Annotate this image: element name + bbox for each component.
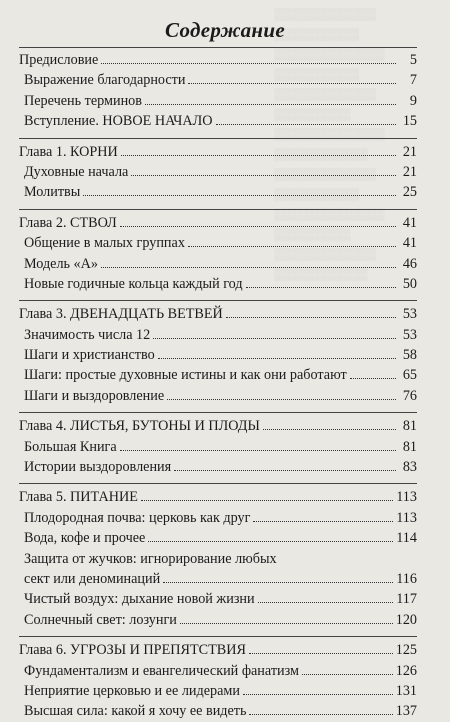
dot-leader: [163, 569, 393, 583]
toc-entry: [19, 508, 417, 528]
section-divider: [19, 412, 417, 413]
toc-entry-page-number: 137: [395, 703, 417, 720]
toc-entry-label: Большая Книга: [24, 438, 117, 455]
toc-entry-heading: [19, 304, 417, 324]
toc-entry-label: Вода, кофе и прочее: [24, 530, 146, 547]
toc-entry-page-number: 53: [402, 306, 417, 323]
dot-leader: [120, 213, 396, 227]
dot-leader: [101, 254, 396, 268]
toc-entry-label: Духовные начала: [24, 163, 129, 180]
toc-entry: [19, 111, 417, 131]
toc-entry-page-number: 58: [402, 347, 417, 364]
toc-entry-label: Молитвы: [24, 184, 81, 201]
toc-entry-label: Перечень терминов: [24, 92, 142, 109]
toc-entry-page-number: 113: [396, 489, 417, 506]
toc-entry-page-number: 53: [402, 326, 417, 343]
dot-leader: [153, 325, 396, 339]
dot-leader: [101, 50, 396, 64]
toc-entry-label: Вступление. НОВОЕ НАЧАЛО: [24, 113, 213, 130]
toc-entry-label: Глава 2. СТВОЛ: [19, 214, 117, 231]
toc-entry-label: Значимость числа 12: [24, 326, 151, 343]
toc-entry-page-number: 21: [402, 163, 417, 180]
toc-entry-label: Новые годичные кольца каждый год: [24, 275, 243, 292]
dot-leader: [263, 416, 396, 430]
toc-entry-heading: [19, 142, 417, 162]
dot-leader: [167, 386, 396, 400]
toc-entry-label: Глава 1. КОРНИ: [19, 143, 118, 160]
dot-leader: [216, 111, 397, 125]
toc-entry-label: Глава 4. ЛИСТЬЯ, БУТОНЫ И ПЛОДЫ: [19, 418, 260, 435]
toc-entry-page-number: 83: [402, 459, 417, 476]
dot-leader: [258, 589, 394, 603]
dot-leader: [249, 640, 393, 654]
toc-entry-label: сект или деноминаций: [24, 570, 161, 587]
dot-leader: [158, 345, 396, 359]
toc-entry-heading: [19, 416, 417, 436]
toc-entry: [19, 457, 417, 477]
toc-entry: [19, 610, 417, 630]
dot-leader: [141, 487, 393, 501]
toc-entry-label: Защита от жучков: игнорирование любых: [24, 550, 277, 567]
toc-entry-label: Шаги и христианство: [24, 347, 155, 364]
toc-entry: [19, 325, 417, 345]
toc-entry-label: Модель «А»: [24, 255, 98, 272]
toc-entry: [19, 365, 417, 385]
toc-entry-page-number: 126: [395, 662, 417, 679]
toc-entry: [19, 70, 417, 90]
dot-leader: [226, 304, 396, 318]
dot-leader: [131, 162, 396, 176]
toc-entry-page-number: 125: [395, 642, 417, 659]
toc-entry: [19, 162, 417, 182]
toc-entry-page-number: 65: [402, 367, 417, 384]
dot-leader: [280, 550, 396, 563]
toc-entry-page-number: 113: [396, 509, 417, 526]
dot-leader: [120, 437, 396, 451]
toc-entry-label: Шаги: простые духовные истины и как они работают: [24, 367, 347, 384]
toc-entry-label: Неприятие церковью и ее лидерами: [24, 682, 240, 699]
toc-entry-label: Высшая сила: какой я хочу ее видеть: [24, 703, 247, 720]
toc-entry: [19, 345, 417, 365]
toc-entry: [19, 549, 417, 569]
toc-entry-page-number: 7: [409, 72, 417, 89]
toc-entry-label: Чистый воздух: дыхание новой жизни: [24, 591, 255, 608]
page-title: Содержание: [165, 18, 285, 42]
toc-entry-page-number: 46: [402, 255, 417, 272]
dot-leader: [302, 661, 393, 675]
toc-entry-page-number: 25: [402, 184, 417, 201]
toc-entry-page-number: 81: [402, 438, 417, 455]
toc-entry: [19, 701, 417, 721]
toc-entry-label: Плодородная почва: церковь как друг: [24, 509, 251, 526]
toc-entry-page-number: 81: [402, 418, 417, 435]
toc-entry-page-number: 117: [396, 591, 417, 608]
toc-entry-page-number: 21: [402, 143, 417, 160]
section-divider: [19, 138, 417, 139]
dot-leader: [249, 701, 392, 715]
toc-entry: [19, 569, 417, 589]
toc-entry-page-number: 41: [402, 235, 417, 252]
dot-leader: [350, 365, 396, 379]
dot-leader: [174, 457, 396, 471]
toc-entry-page-number: 5: [409, 52, 417, 68]
toc-entry-page-number: 50: [402, 275, 417, 292]
toc-entry-label: Предисловие: [19, 52, 99, 68]
toc-entry-page-number: 116: [396, 570, 417, 587]
toc-entry-label: Выражение благодарности: [24, 72, 186, 89]
toc-entry: [19, 589, 417, 609]
toc-entry-label: Общение в малых группах: [24, 235, 185, 252]
dot-leader: [145, 91, 396, 105]
toc-entry-label: Солнечный свет: лозунги: [24, 611, 177, 628]
toc-entry: [19, 254, 417, 274]
dot-leader: [188, 233, 396, 247]
toc-entry-label: Глава 5. ПИТАНИЕ: [19, 489, 138, 506]
toc-entry-page-number: 41: [402, 214, 417, 231]
toc-entry-page-number: 15: [402, 113, 417, 130]
toc-entry: [19, 91, 417, 111]
toc-entry: [19, 661, 417, 681]
toc-entry: [19, 233, 417, 253]
toc-entry-heading: [19, 213, 417, 233]
dot-leader: [188, 70, 396, 84]
dot-leader: [246, 274, 396, 288]
toc-entry-heading: [19, 50, 417, 70]
toc-entry: [19, 437, 417, 457]
bleed-through-text: ▒▒▒▒▒▒▒▒▒▒▒▒ ▒▒▒▒▒▒▒▒▒▒ ▒▒▒▒▒▒▒▒▒▒▒▒▒ ▒▒▒▒▒▒▒▒▒▒ ▒▒▒▒▒▒▒▒▒▒▒▒ ▒▒▒▒▒▒▒▒▒ ▒▒▒▒▒▒▒▒▒▒▒▒▒ ▒▒▒▒▒▒▒▒▒▒▒ ▒▒▒▒▒▒▒▒▒▒▒▒ ▒▒▒▒▒▒▒▒▒▒ ▒▒▒▒▒▒▒▒▒▒▒▒▒ ▒▒▒▒▒▒▒▒▒ ▒▒▒▒▒▒▒▒▒▒▒▒ ▒▒▒▒▒▒▒▒▒▒▒: [274, 7, 385, 281]
toc-entry-label: Глава 6. УГРОЗЫ И ПРЕПЯТСТВИЯ: [19, 642, 246, 659]
toc-entry-heading: [19, 487, 417, 507]
toc-entry-label: Фундаментализм и евангелический фанатизм: [24, 662, 300, 679]
section-divider: [19, 47, 417, 48]
dot-leader: [180, 610, 393, 624]
dot-leader: [148, 528, 393, 542]
table-of-contents: [19, 47, 417, 722]
toc-entry-page-number: 76: [402, 387, 417, 404]
section-divider: [19, 636, 417, 637]
toc-entry-page-number: 131: [395, 682, 417, 699]
section-divider: [19, 483, 417, 484]
toc-entry-label: Истории выздоровления: [24, 459, 172, 476]
section-divider: [19, 209, 417, 210]
toc-entry: [19, 528, 417, 548]
toc-entry: [19, 182, 417, 202]
toc-entry-page-number: 114: [396, 530, 417, 547]
section-divider: [19, 300, 417, 301]
toc-entry-page-number: 120: [395, 611, 417, 628]
toc-entry-page-number: 9: [409, 92, 417, 109]
toc-entry: [19, 386, 417, 406]
toc-entry-heading: [19, 640, 417, 660]
dot-leader: [121, 142, 396, 156]
dot-leader: [253, 508, 393, 522]
dot-leader: [243, 681, 393, 695]
toc-entry-label: Шаги и выздоровление: [24, 387, 165, 404]
dot-leader: [83, 182, 396, 196]
toc-entry: [19, 681, 417, 701]
toc-entry: [19, 274, 417, 294]
toc-entry-label: Глава 3. ДВЕНАДЦАТЬ ВЕТВЕЙ: [19, 306, 223, 323]
